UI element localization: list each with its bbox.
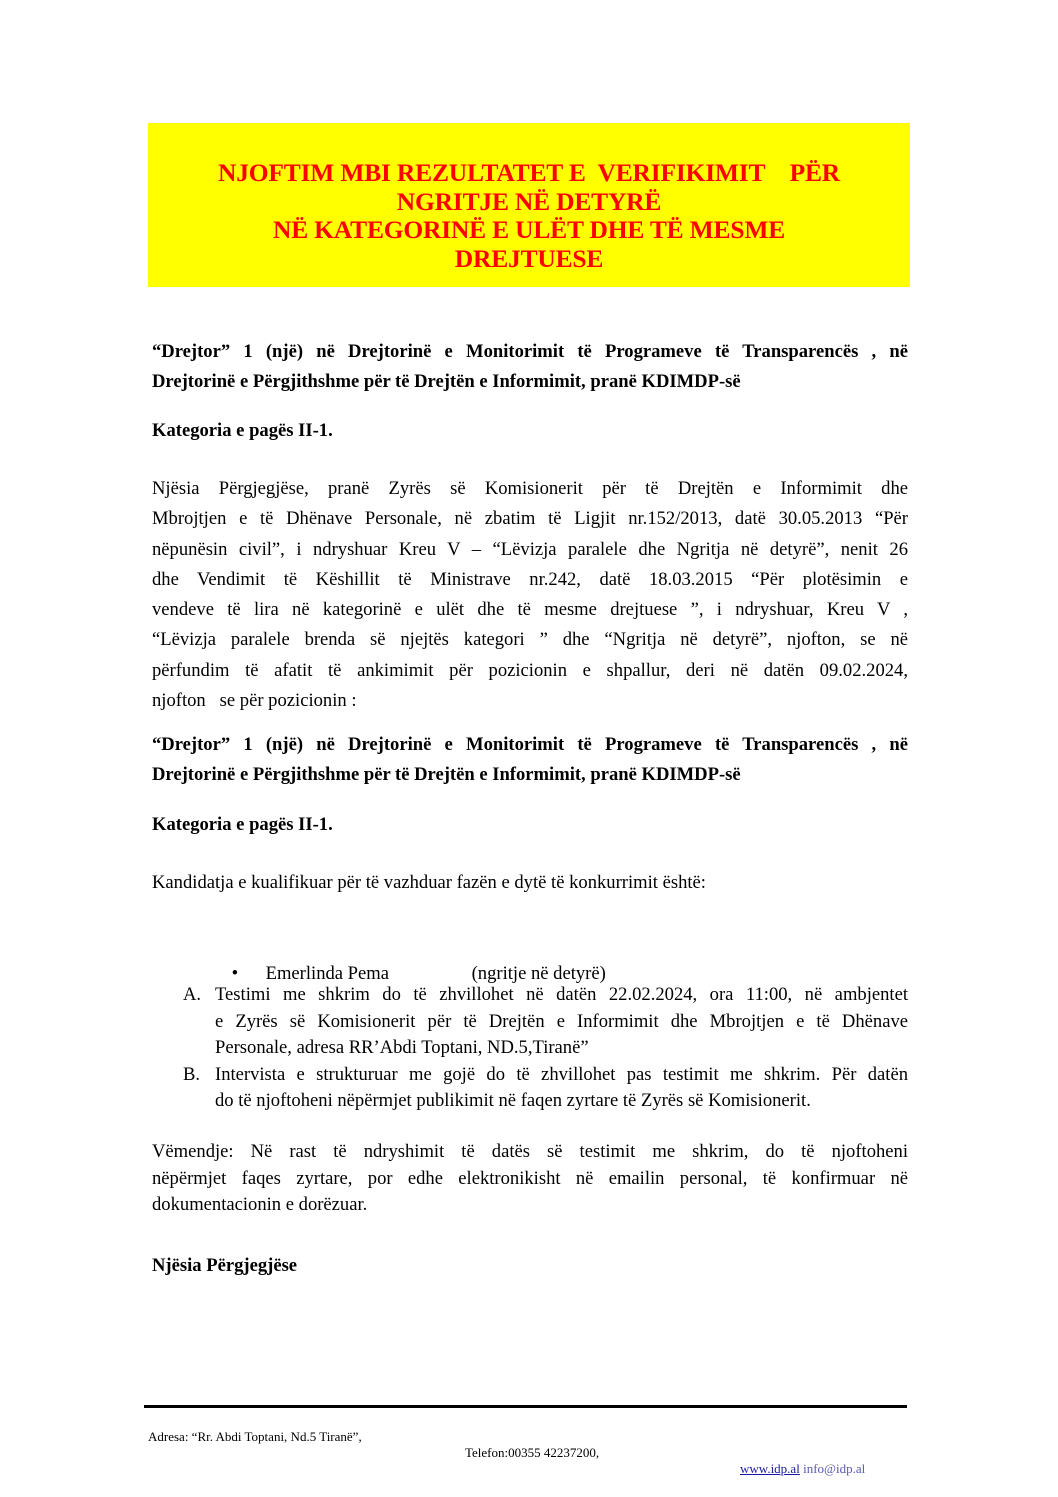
salary-category-2: Kategoria e pagës II-1. (152, 814, 333, 835)
title-line-3: NË KATEGORINË E ULËT DHE TË MESME (272, 215, 786, 244)
intro-line-5: vendeve të lira në kategorinë e ulët dhe të mesme drejtuese ”, i ndryshuar, Kreu V , (152, 599, 908, 621)
position-heading-2 (152, 730, 908, 790)
title-line-4: DREJTUESE (454, 243, 604, 273)
intro-paragraph (152, 474, 908, 716)
website-link[interactable]: www.idp.al (740, 1461, 800, 1476)
footer-divider (144, 1405, 907, 1408)
bullet-icon: • (231, 962, 239, 984)
title-banner (148, 123, 910, 287)
position-heading-2-line-2: Drejtorinë e Përgjithshme për të Drejtën e Informimit, pranë KDIMDP-së (152, 764, 741, 785)
position-heading-1-line-1: “Drejtor” 1 (një) në Drejtorinë e Monitorimit të Programeve të Transparencës , në (152, 341, 908, 362)
title-line-2: NGRITJE NË DETYRË (396, 186, 662, 216)
note-line-3: dokumentacionin e dorëzuar. (152, 1194, 368, 1215)
procedure-steps (183, 982, 908, 1115)
attention-note (152, 1139, 908, 1219)
position-heading-1-line-2: Drejtorinë e Përgjithshme për të Drejtën e Informimit, pranë KDIMDP-së (152, 371, 741, 392)
footer-address: Adresa: “Rr. Abdi Toptani, Nd.5 Tiranë”, (148, 1429, 362, 1444)
step-a-marker: A. (183, 984, 202, 1005)
footer-links (740, 1461, 865, 1477)
intro-line-4: dhe Vendimit të Këshillit të Ministrave nr.242, datë 18.03.2015 “Për plotësimin e (152, 568, 908, 590)
note-line-1: Vëmendje: Në rast të ndryshimit të datës së testimit me shkrim, do të njoftoheni (152, 1141, 908, 1162)
email-link[interactable]: info@idp.al (803, 1461, 866, 1476)
intro-line-2: Mbrojtjen e të Dhënave Personale, në zbatim të Ligjit nr.152/2013, datë 30.05.2013 “Për (152, 508, 908, 530)
step-a-line-1: Testimi me shkrim do të zhvillohet në datën 22.02.2024, ora 11:00, në ambjentet (215, 984, 908, 1005)
step-b (183, 1062, 908, 1115)
step-b-line-2: do të njoftoheni nëpërmjet publikimit në faqen zyrtare të Zyrës së Komisionerit. (215, 1090, 811, 1111)
signature-responsible-unit: Njësia Përgjegjëse (152, 1255, 298, 1276)
candidate-name: Emerlinda Pema (265, 962, 389, 984)
step-b-line-1: Intervista e strukturuar me gojë do të zhvillohet pas testimit me shkrim. Për datën (215, 1063, 908, 1085)
salary-category-1: Kategoria e pagës II-1. (152, 420, 333, 441)
position-heading-1 (152, 337, 908, 397)
footer-phone: Telefon:00355 42237200, (465, 1445, 600, 1460)
footer (0, 1413, 1058, 1493)
intro-line-7: përfundim të afatit të ankimimit për pozicionin e shpallur, deri në datën 09.02.2024, (152, 659, 908, 681)
step-a (183, 982, 908, 1062)
intro-line-1: Njësia Përgjegjëse, pranë Zyrës së Komisionerit për të Drejtën e Informimit dhe (152, 478, 908, 499)
title-line-1: NJOFTIM MBI REZULTATET E VERIFIKIMIT PËR (218, 158, 840, 187)
step-a-line-2: e Zyrës së Komisionerit për të Drejtën e Informimit dhe Mbrojtjen e të Dhënave (215, 1010, 908, 1032)
qualified-candidates-intro: Kandidatja e kualifikuar për të vazhduar fazën e dytë të konkurrimit është: (152, 872, 706, 893)
intro-line-3: nëpunësin civil”, i ndryshuar Kreu V – “Lëvizja paralele dhe Ngritja në detyrë”, nenit 26 (152, 538, 908, 560)
step-a-line-3: Personale, adresa RR’Abdi Toptani, ND.5,Tiranë” (215, 1037, 589, 1058)
position-heading-2-line-1: “Drejtor” 1 (një) në Drejtorinë e Monitorimit të Programeve të Transparencës , në (152, 734, 908, 755)
note-line-2: nëpërmjet faqes zyrtare, por edhe elektronikisht në emailin personal, të konfirmuar në (152, 1167, 908, 1189)
step-b-marker: B. (183, 1063, 201, 1085)
intro-line-8: njofton se për pozicionin : (152, 690, 357, 712)
intro-line-6: “Lëvizja paralele brenda së njejtës kategori ” dhe “Ngritja në detyrë”, njofton, se në (152, 629, 908, 651)
candidate-type: (ngritje në detyrë) (471, 962, 606, 984)
